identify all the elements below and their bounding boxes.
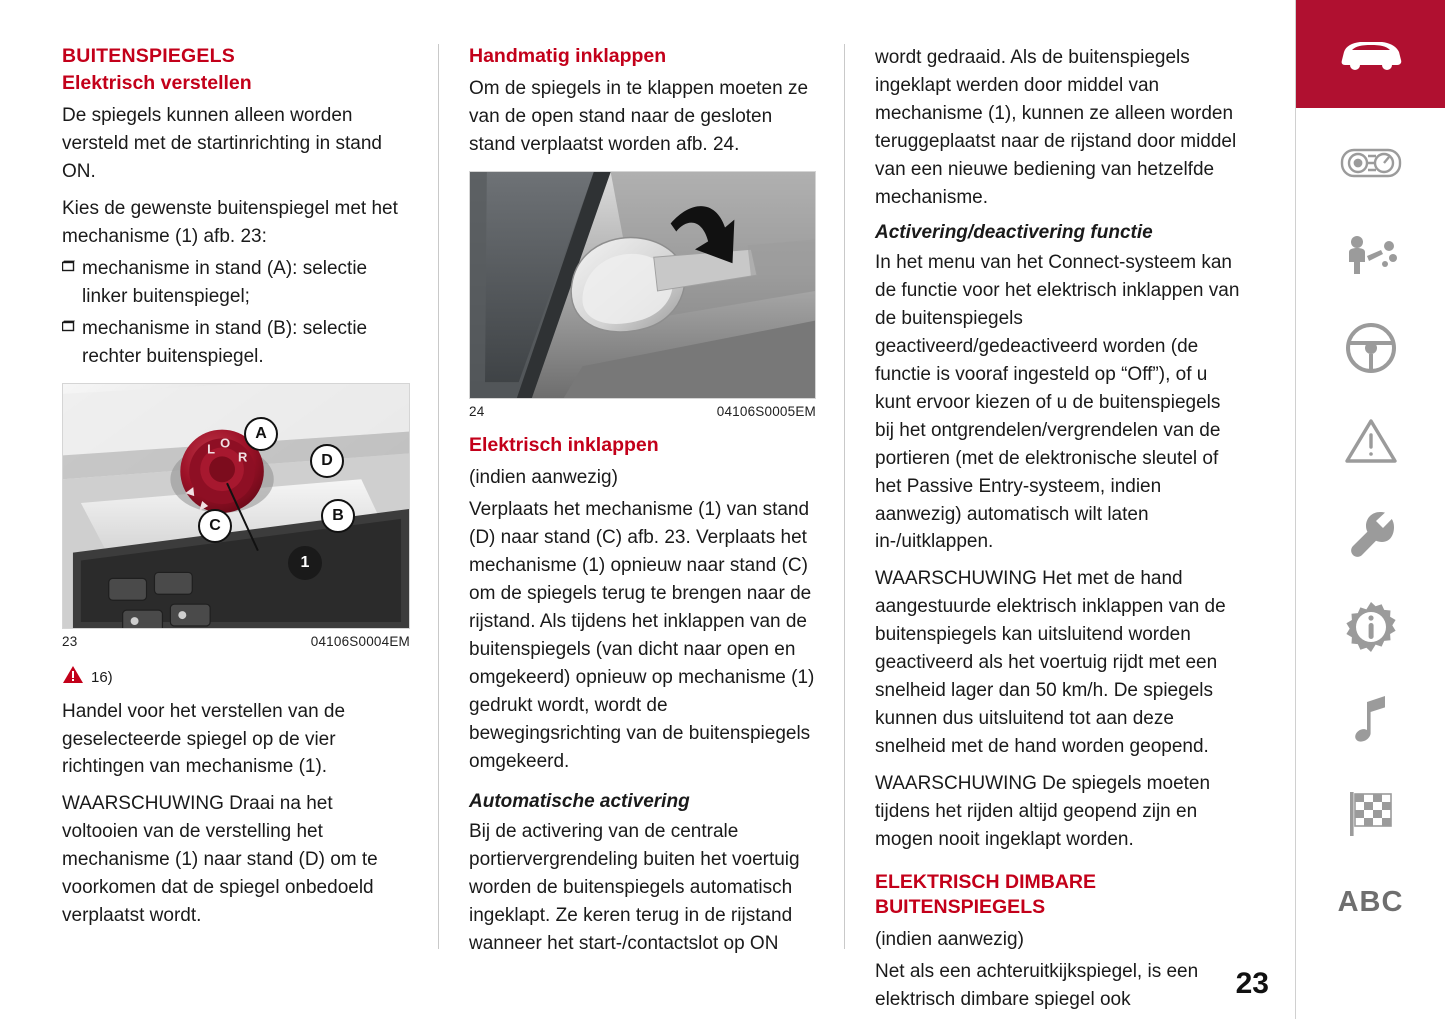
sidebar-item-index[interactable] (1338, 862, 1404, 942)
figure-23-label-D: D (310, 444, 344, 478)
paragraph-c1-p1: De spiegels kunnen alleen worden versteld met de startinrichting in stand ON. (62, 105, 382, 183)
sidebar-item-car[interactable] (1296, 0, 1445, 108)
sidebar-item-maintenance[interactable] (1347, 490, 1395, 583)
paragraph-c1-p2: Kies de gewenste buitenspiegel met het mechanisme (1) afb. 23: (62, 198, 398, 247)
paragraph-c3-p5: (indien aanwezig) (875, 929, 1024, 951)
figure-24-caption (469, 404, 816, 419)
paragraph-c3-p6: Net als een achteruitkijkspiegel, is een elektrisch dimbare spiegel ook (875, 961, 1199, 1011)
figure-23-label-B: B (321, 499, 355, 533)
sidebar-item-safety[interactable] (1341, 211, 1401, 304)
figure-23-caption (62, 634, 410, 649)
column-three (844, 44, 1250, 1011)
subsection-title-auto-activation: Automatische activering (469, 790, 690, 812)
paragraph-c1-p4: WAARSCHUWING Draai na het voltooien van de verstelling het mechanisme (1) naar stand (D) om te voorkomen dat de spiegel onbedoeld verplaatst wordt. (62, 793, 378, 927)
paragraph-c3-p1: wordt gedraaid. Als de buitenspiegels ingeklapt werden door middel van mechanisme (1), kunnen ze alleen worden teruggeplaatst naar de rijstand door middel van een nieuwe bediening van hetzelfde mechanisme. (875, 47, 1237, 208)
sidebar-item-dashboard[interactable] (1340, 118, 1402, 211)
subsection-title-electric-adjust: Elektrisch verstellen (62, 71, 252, 94)
figure-23-label-C: C (198, 509, 232, 543)
figure-24-number: 24 (469, 404, 485, 420)
list-item (62, 255, 410, 311)
paragraph-c3-p4: WAARSCHUWING De spiegels moeten tijdens het rijden altijd geopend zijn en mogen nooit ingeklapt worden. (875, 772, 1211, 850)
warning-reference-label: 16) (91, 668, 113, 686)
airbag-safety-icon (1341, 232, 1401, 283)
paragraph-c1-p3: Handel voor het verstellen van de geselecteerde spiegel op de vier richtingen van mechanisme (1). (62, 700, 346, 778)
figure-23-label-A: A (244, 417, 278, 451)
list-item (62, 315, 410, 371)
svg-text:R: R (237, 448, 248, 464)
figure-24-image (469, 171, 816, 399)
subsection-title-electric-fold: Elektrisch inklappen (469, 434, 659, 457)
car-icon (1336, 32, 1406, 77)
warning-triangle-red-icon (62, 665, 84, 690)
sidebar-item-emergency[interactable] (1344, 397, 1398, 490)
chapter-sidebar (1295, 0, 1445, 1019)
column-one (62, 44, 438, 949)
checkered-flag-icon (1344, 788, 1398, 843)
figure-24-code: 04106S0005EM (716, 404, 816, 420)
figure-23-number: 23 (62, 633, 78, 649)
sidebar-item-technical-info[interactable] (1344, 583, 1398, 676)
figure-23-image (62, 383, 410, 629)
section-title: BUITENSPIEGELS (62, 45, 235, 67)
sidebar-item-multimedia[interactable] (1351, 676, 1391, 769)
page-number: 23 (1235, 967, 1269, 1000)
door-panel-illustration (63, 384, 409, 628)
warning-triangle-icon (1344, 417, 1398, 470)
subsection-title-activation-deactivation: Activering/deactivering functie (875, 221, 1153, 243)
list-item-label: mechanisme in stand (B): selectie rechter buitenspiegel. (82, 317, 368, 367)
square-bullet-icon (62, 315, 82, 371)
column-two (438, 44, 844, 954)
svg-text:O: O (220, 435, 231, 451)
paragraph-c3-p2: In het menu van het Connect-systeem kan de functie voor het elektrisch inklappen van de buitenspiegels geactiveerd/gedeactiveerd worden (de functie is vooraf ingesteld op “Off”), of u kunt ervoor kiezen of u de buitenspiegels bij het ontgrendelen/vergrendelen van de portieren (met de elektronische sleutel of het Passive Entry-systeem, indien aanwezig) automatisch wilt laten in-/uitklappen. (875, 252, 1240, 553)
sidebar-item-performance[interactable] (1344, 769, 1398, 862)
square-bullet-icon (62, 255, 82, 311)
dashboard-icon (1340, 142, 1402, 187)
figure-24 (469, 171, 816, 419)
paragraph-c2-p2: (indien aanwezig) (469, 467, 618, 489)
warning-reference-row (62, 665, 410, 690)
paragraph-c2-p3: Verplaats het mechanisme (1) van stand (D) naar stand (C) afb. 23. Verplaats het mechanisme (1) opnieuw naar stand (C) om de spiegels terug te brengen naar de rijstand. Als tijdens het inklappen van de buitenspiegels (van dicht naar open en omgekeerd) opnieuw op mechanisme (1) gedrukt wordt, wordt de bewegingsrichting van de buitenspiegels omgekeerd. (469, 499, 815, 772)
music-note-icon (1351, 694, 1391, 751)
list-item-label: mechanisme in stand (A): selectie linker buitenspiegel; (82, 257, 368, 307)
subsection-title-electro-dimming-mirrors: ELEKTRISCH DIMBARE BUITENSPIEGELS (875, 870, 1097, 918)
three-column-layout (62, 44, 1271, 1011)
svg-text:L: L (207, 441, 216, 457)
wrench-icon (1347, 508, 1395, 565)
subsection-title-manual-fold: Handmatig inklappen (469, 45, 667, 67)
steering-wheel-icon (1344, 321, 1398, 380)
figure-23 (62, 383, 410, 649)
sidebar-item-driving[interactable] (1344, 304, 1398, 397)
info-icon (1344, 600, 1398, 659)
paragraph-c2-p4: Bij de activering van de centrale portiervergrendeling buiten het voertuig worden de buitenspiegels automatisch ingeklapt. Ze keren terug in de rijstand wanneer het start-/contactslot op ON (469, 821, 800, 954)
sidebar-icon-list (1296, 108, 1445, 942)
paragraph-c2-p1: Om de spiegels in te klappen moeten ze van de open stand naar de gesloten stand verplaatst worden afb. 24. (469, 78, 809, 156)
figure-23-label-1: 1 (288, 546, 322, 580)
abc-index-label: ABC (1337, 885, 1404, 918)
figure-23-code: 04106S0004EM (310, 633, 410, 649)
side-mirror-illustration (470, 172, 815, 398)
paragraph-c3-p3: WAARSCHUWING Het met de hand aangestuurde elektrisch inklappen van de buitenspiegels kan uitsluitend worden geactiveerd als het voertuig rijdt met een snelheid lager dan 50 km/h. De spiegels kunnen dus uitsluitend tot aan deze snelheid met de hand worden geopend. (875, 568, 1226, 757)
